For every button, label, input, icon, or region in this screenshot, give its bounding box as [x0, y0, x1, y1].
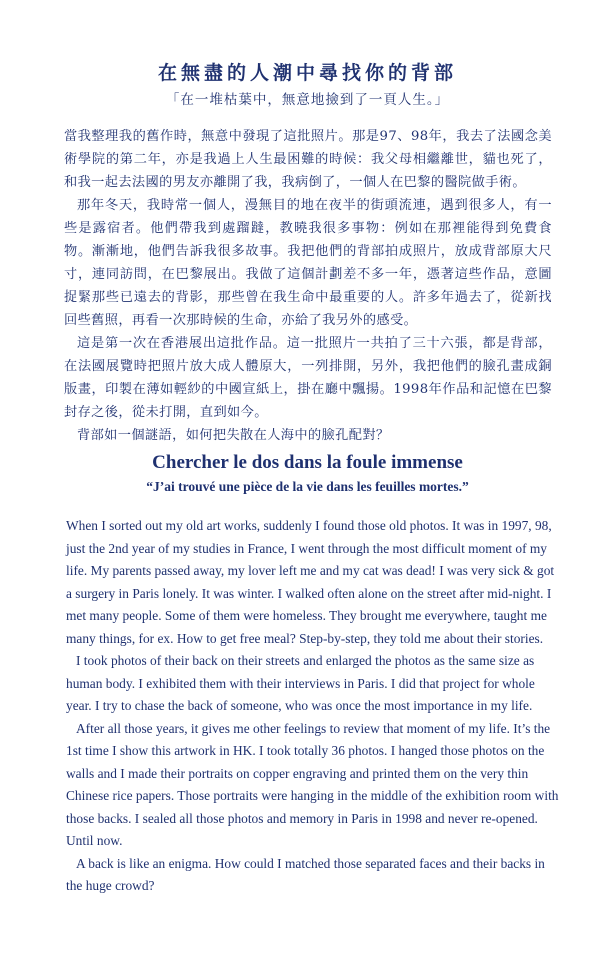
english-paragraph: When I sorted out my old art works, suddenly I found those old photos. It was in 1997, 98, just the 2nd year of my studies in France, I went through the most difficult moment of my life. My parents passed away, my lover left me and my cat was dead! I was very sick & got a surgery in Paris lonely. It was winter. I walked often alone on the street after mid-night. I met many people. Some of them were homeless. They brought me everywhere, taught me many things, for ex. How to get free meal? Step-by-step, they told me about their stories. [66, 518, 555, 646]
english-paragraph: I took photos of their back on their streets and enlarged the photos as the same size as human body. I exhibited them with their interviews in Paris. I did that project for whole year. I try to chase the back of someone, who was once the most importance in my life. [66, 653, 535, 713]
chinese-title: 在無盡的人潮中尋找你的背部 [157, 62, 457, 84]
english-paragraph: A back is like an enigma. How could I matched those separated faces and their backs in the huge crowd? [66, 855, 545, 893]
chinese-paragraph: 那年冬天，我時常一個人，漫無目的地在夜半的街頭流連，遇到很多人，有一些是露宿者。他們帶我到處蹓躂，教曉我很多事物：例如在那裡能得到免費食物。漸漸地，他們告訴我很多故事。我把他們的背部拍成照片，放成背部原大尺寸，連同訪問，在巴黎展出。我做了這個計劃差不多一年，憑著這些作品，意圖捉緊那些已遠去的背影，那些曾在我生命中最重要的人。許多年過去了，從新找回些舊照，再看一次那時候的生命，亦給了我另外的感受。 [64, 198, 552, 328]
french-subtitle: “J’ai trouvé une pièce de la vie dans les feuilles mortes.” [146, 479, 469, 494]
english-paragraph: After all those years, it gives me other feelings to review that moment of my life. It’s the 1st time I show this artwork in HK. I took totally 36 photos. I hanged those photos on the walls and I made their portraits on copper engraving and printed them on the very thin Chinese rice papers. Those portraits were hanging in the middle of the exhibition room with those backs. I sealed all those photos and memory in Paris in 1998 and never re-opened. Until now. [66, 720, 559, 848]
chinese-body [64, 125, 552, 447]
chinese-paragraph: 背部如一個謎語，如何把失散在人海中的臉孔配對？ [77, 428, 390, 443]
chinese-paragraph: 當我整理我的舊作時，無意中發現了這批照片。那是97、98年，我去了法國念美術學院的第二年，亦是我過上人生最困難的時候：我父母相繼離世，貓也死了，和我一起去法國的男友亦離開了我，我病倒了，一個人在巴黎的醫院做手術。 [64, 129, 552, 190]
chinese-subtitle: 「在一堆枯葉中，無意地撿到了一頁人生。」 [165, 92, 450, 108]
english-body [66, 515, 560, 898]
french-title: Chercher le dos dans la foule immense [152, 452, 463, 473]
chinese-paragraph: 這是第一次在香港展出這批作品。這一批照片一共拍了三十六張，都是背部，在法國展覽時把照片放大成人體原大，一列排開，另外，我把他們的臉孔畫成銅版畫，印製在薄如輕紗的中國宣紙上，掛在廳中飄揚。1998年作品和記憶在巴黎封存之後，從未打開，直到如今。 [64, 336, 552, 420]
